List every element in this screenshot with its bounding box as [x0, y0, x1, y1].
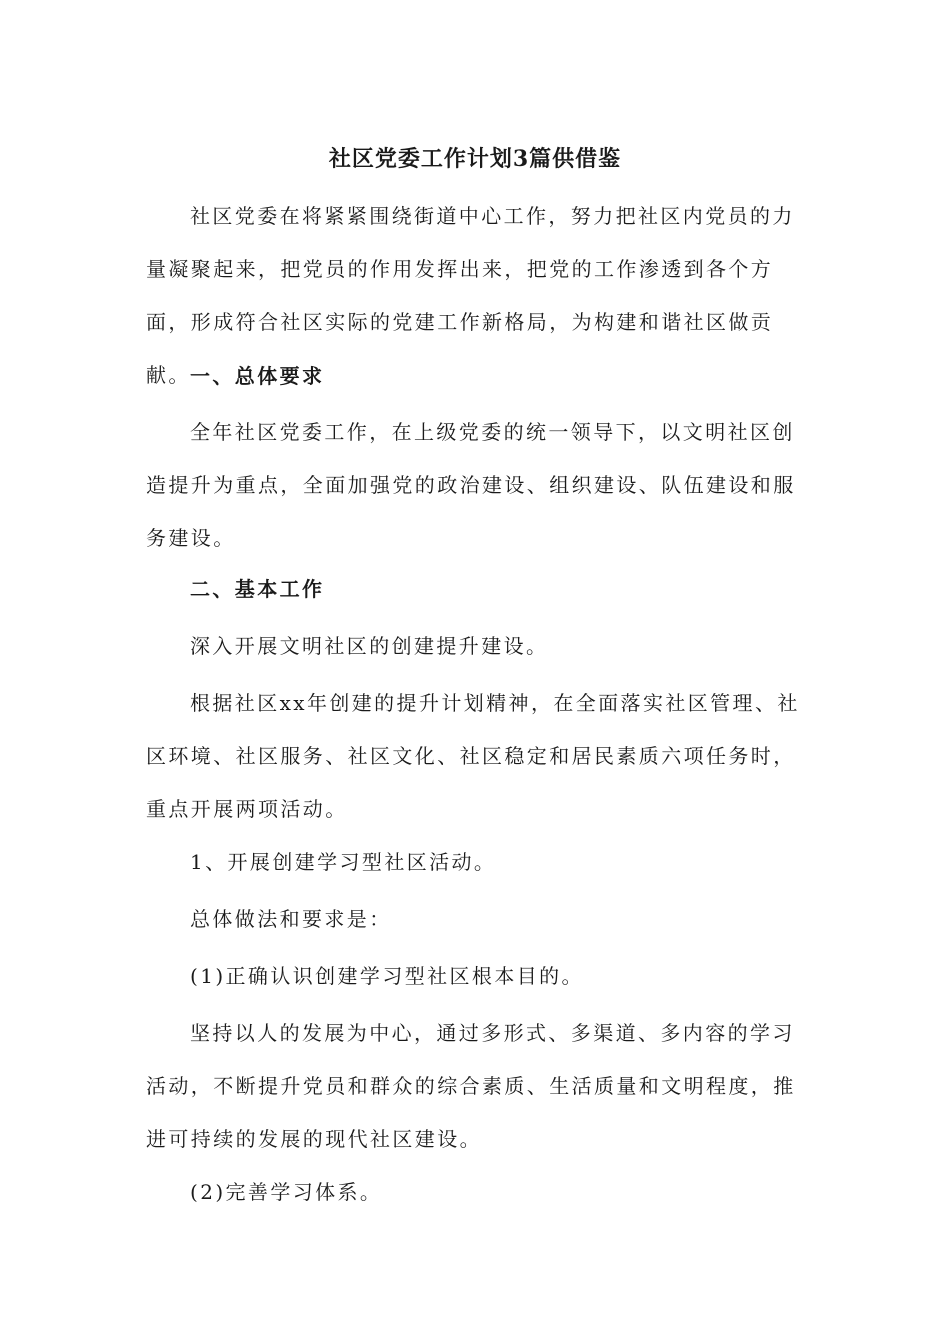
section-heading-basic-work: 二、基本工作 [190, 577, 325, 601]
intro-paragraph: 社区党委在将紧紧围绕街道中心工作，努力把社区内党员的力量凝聚起来，把党员的作用发挥出来，把党的工作渗透到各个方面，形成符合社区实际的党建工作新格局，为构建和谐社区做贡献。 [146, 204, 795, 387]
document-title: 社区党委工作计划3篇供借鉴 [328, 146, 622, 172]
item1-point2: (2)完善学习体系。 [190, 1180, 383, 1204]
item1-point1: (1)正确认识创建学习型社区根本目的。 [190, 964, 584, 988]
item1-heading: 1、开展创建学习型社区活动。 [190, 850, 497, 874]
section2-paragraph: 根据社区xx年创建的提升计划精神，在全面落实社区管理、社区环境、社区服务、社区文化、社区稳定和居民素质六项任务时，重点开展两项活动。 [146, 691, 800, 821]
section1-paragraph: 全年社区党委工作，在上级党委的统一领导下，以文明社区创造提升为重点，全面加强党的政治建设、组织建设、队伍建设和服务建设。 [146, 420, 796, 550]
section2-line: 深入开展文明社区的创建提升建设。 [190, 634, 549, 658]
section-heading-overall-requirements: 一、总体要求 [190, 364, 325, 388]
item1-subheading: 总体做法和要求是： [190, 907, 392, 931]
item1-point1-paragraph: 坚持以人的发展为中心，通过多形式、多渠道、多内容的学习活动，不断提升党员和群众的综合素质、生活质量和文明程度，推进可持续的发展的现代社区建设。 [146, 1021, 796, 1151]
